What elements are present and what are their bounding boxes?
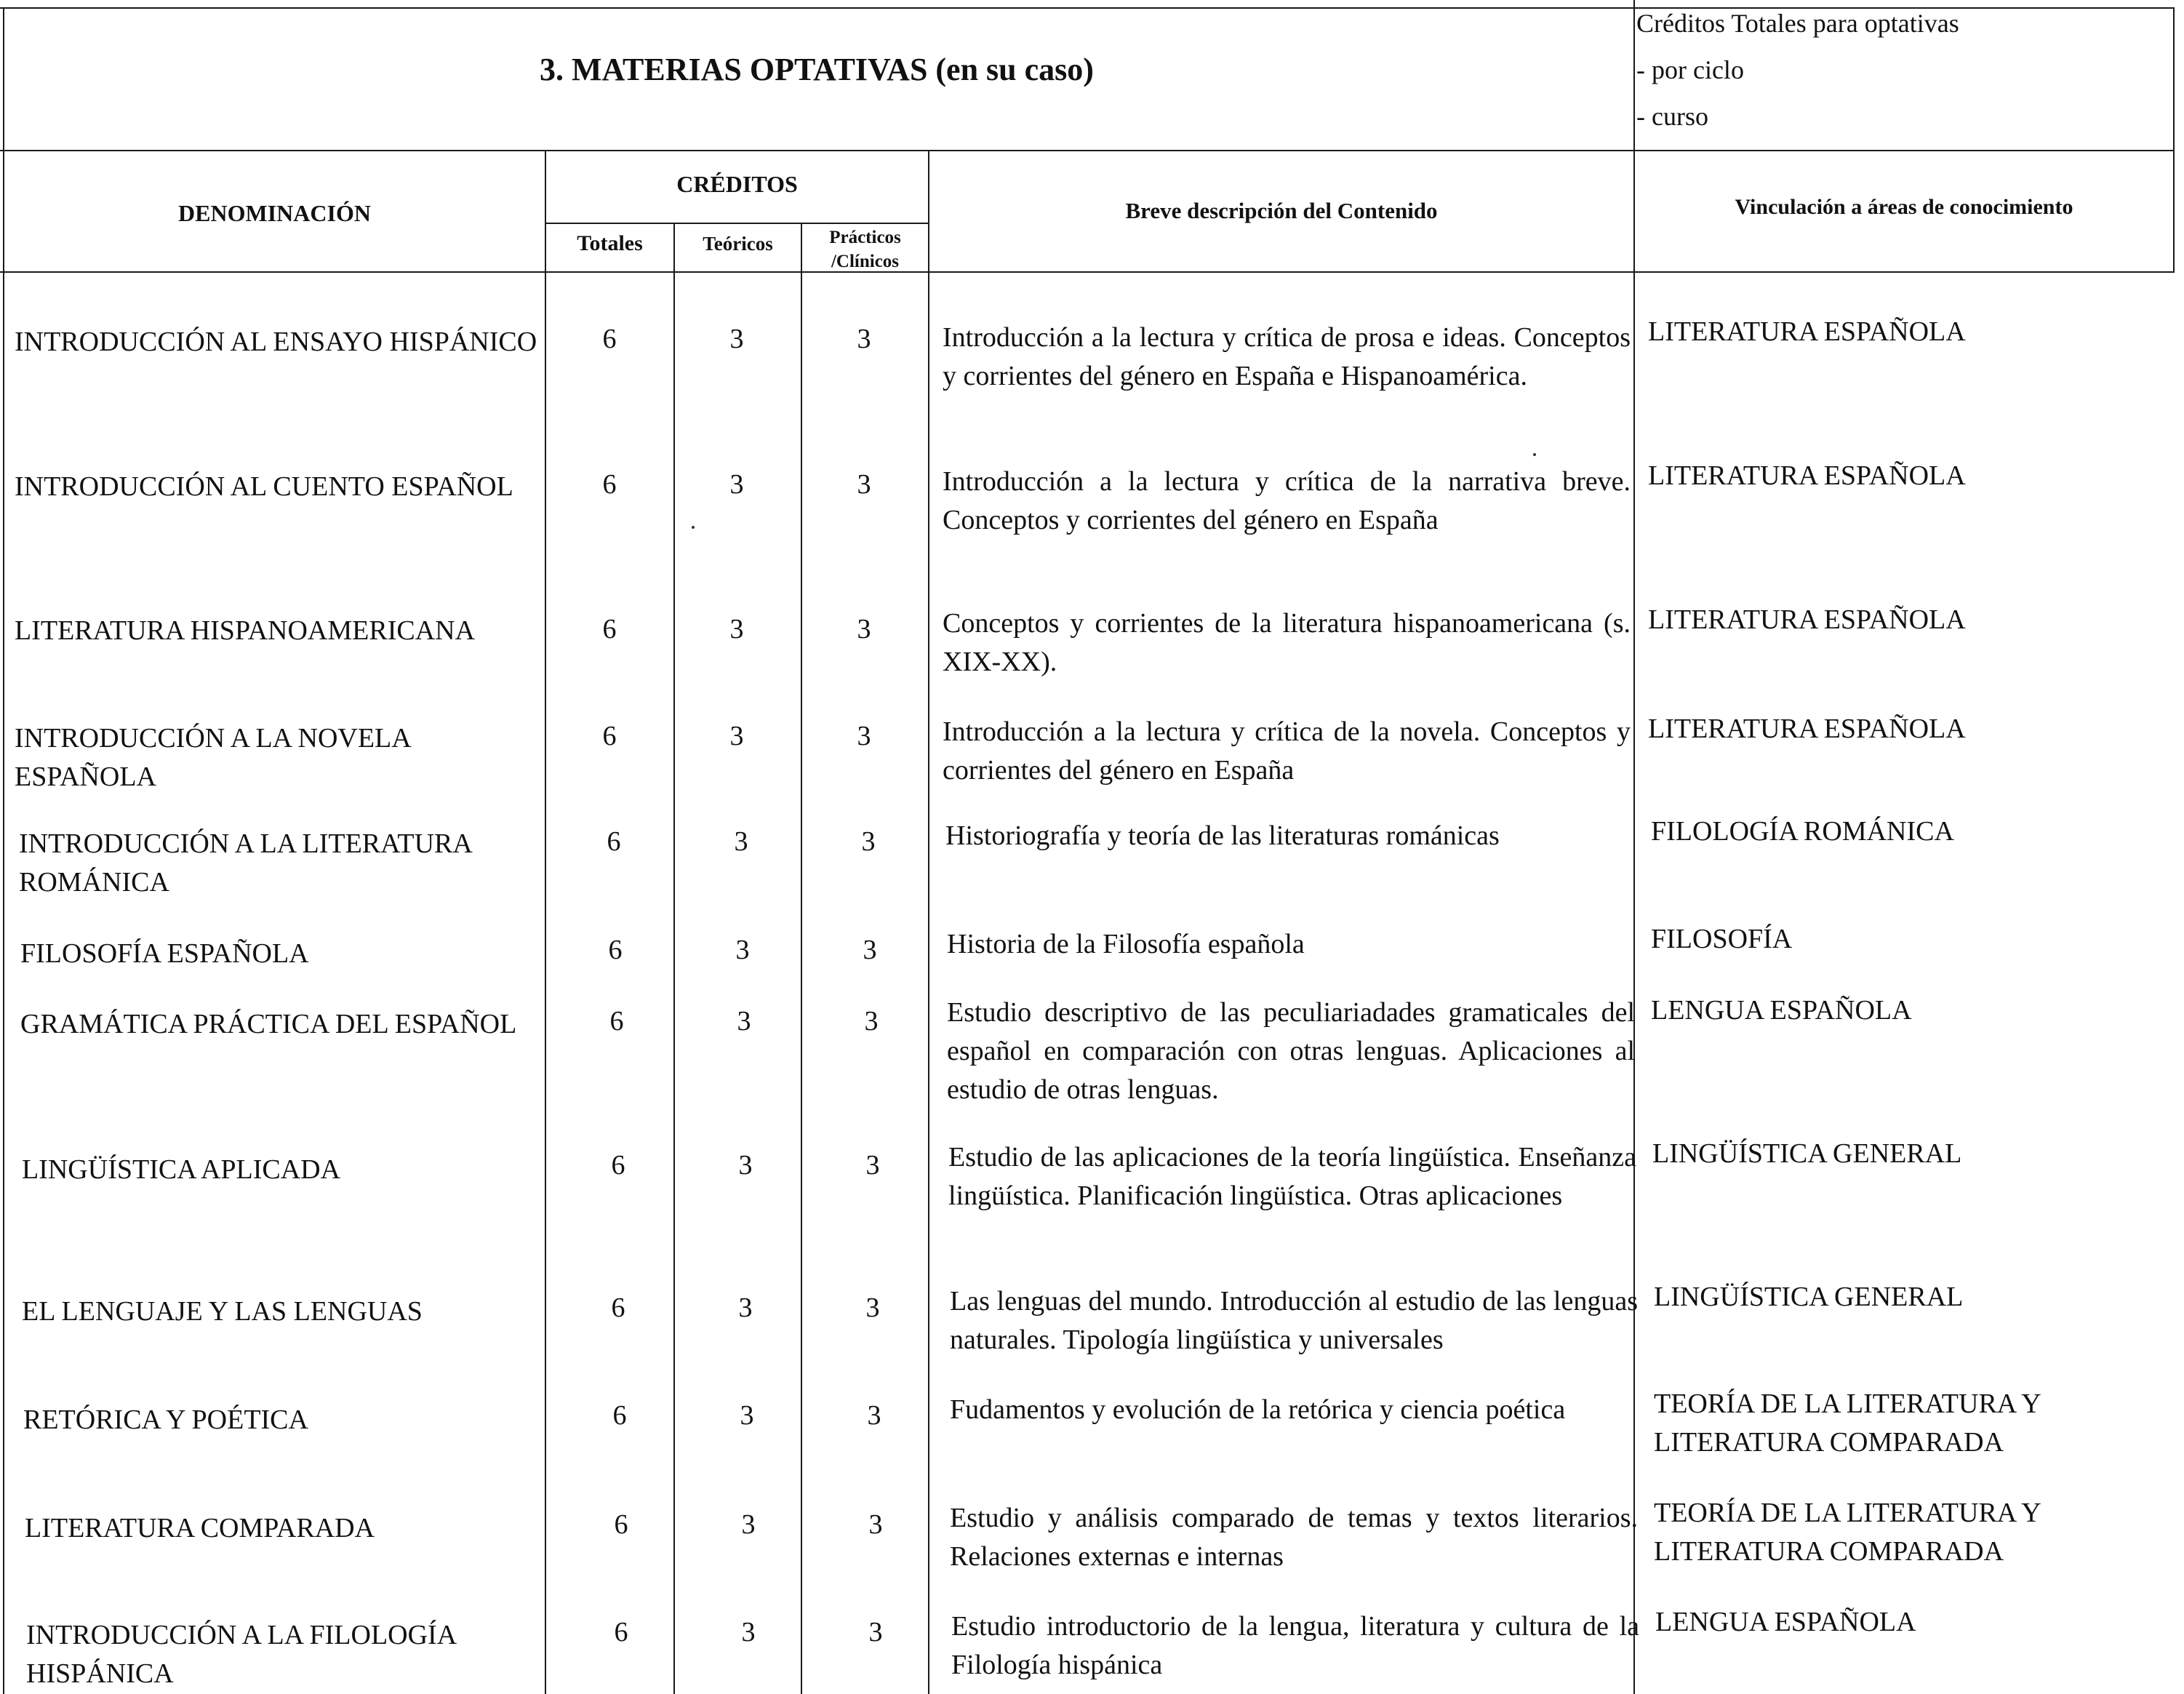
row-practicos: 3 <box>857 614 871 644</box>
row-descripcion: Introducción a la lectura y crítica de la narrativa breve. Conceptos y corrientes del género en España <box>943 466 1631 535</box>
row-totales: 6 <box>614 1617 628 1647</box>
row-denominacion: INTRODUCCIÓN AL ENSAYO HISPÁNICO <box>15 327 537 357</box>
row-denominacion: FILOSOFÍA ESPAÑOLA <box>20 938 309 969</box>
row-teoricos: 3 <box>735 935 750 965</box>
header-divider <box>0 150 2175 151</box>
header-denominacion: DENOMINACIÓN <box>178 200 371 226</box>
creditos-subheader-divider <box>545 223 929 224</box>
row-descripcion: Las lenguas del mundo. Introducción al estudio de las lenguas naturales. Tipología lingüística y universales <box>950 1286 1638 1355</box>
row-totales: 6 <box>607 826 621 857</box>
row-teoricos: 3 <box>741 1509 756 1540</box>
header-practicos-line: /Clínicos <box>831 252 900 271</box>
header-teoricos: Teóricos <box>703 233 773 255</box>
teoricos-column-divider <box>801 223 802 1694</box>
row-practicos: 3 <box>857 324 871 354</box>
row-area: LINGÜÍSTICA GENERAL <box>1654 1282 1964 1312</box>
row-area: LITERATURA ESPAÑOLA <box>1648 460 1966 491</box>
row-area: FILOSOFÍA <box>1651 924 1793 954</box>
row-totales: 6 <box>608 935 623 965</box>
area-column-divider <box>1633 0 1635 1694</box>
row-totales: 6 <box>602 721 617 751</box>
row-area: LITERATURA ESPAÑOLA <box>1648 604 1966 635</box>
row-practicos: 3 <box>864 1006 879 1036</box>
row-teoricos: 3 <box>740 1400 754 1431</box>
header-vinculacion: Vinculación a áreas de conocimiento <box>1735 195 2073 219</box>
row-descripcion: Fudamentos y evolución de la retórica y ciencia poética <box>950 1394 1566 1425</box>
row-totales: 6 <box>612 1400 627 1431</box>
row-practicos: 3 <box>868 1509 883 1540</box>
row-totales: 6 <box>611 1293 625 1323</box>
row-denominacion: LITERATURA HISPANOAMERICANA <box>15 615 476 646</box>
row-totales: 6 <box>609 1006 624 1036</box>
row-practicos: 3 <box>867 1400 881 1431</box>
row-practicos: 3 <box>863 935 877 965</box>
row-descripcion: Historia de la Filosofía española <box>947 929 1305 959</box>
row-descripcion: Estudio de las aplicaciones de la teoría lingüística. Enseñanza lingüística. Planificación lingüística. Otras aplicaciones <box>948 1142 1636 1211</box>
row-denominacion: RETÓRICA Y POÉTICA <box>23 1405 308 1435</box>
row-teoricos: 3 <box>741 1617 756 1647</box>
row-denominacion: EL LENGUAJE Y LAS LENGUAS <box>22 1296 423 1327</box>
row-teoricos: 3 <box>738 1150 753 1180</box>
row-totales: 6 <box>611 1150 625 1180</box>
totales-column-divider <box>673 223 675 1694</box>
row-totales: 6 <box>602 324 617 354</box>
row-denominacion: INTRODUCCIÓN A LA FILOLOGÍA HISPÁNICA <box>26 1620 456 1689</box>
row-totales: 6 <box>614 1509 628 1540</box>
header-descripcion: Breve descripción del Contenido <box>1125 198 1438 223</box>
row-area: TEORÍA DE LA LITERATURA Y LITERATURA COMPARADA <box>1654 1389 2041 1458</box>
row-teoricos: 3 <box>737 1006 751 1036</box>
table-left-border <box>3 7 4 1694</box>
header-creditos: CRÉDITOS <box>676 171 798 197</box>
name-column-divider <box>545 150 546 1694</box>
row-teoricos: 3 <box>729 324 744 354</box>
header-practicos <box>802 225 928 273</box>
row-practicos: 3 <box>861 826 876 857</box>
row-totales: 6 <box>602 614 617 644</box>
row-practicos: 3 <box>857 721 871 751</box>
row-denominacion: INTRODUCCIÓN A LA LITERATURA ROMÁNICA <box>19 828 471 898</box>
credits-box-line: - por ciclo <box>1636 55 1744 84</box>
row-teoricos: 3 <box>738 1293 753 1323</box>
row-descripcion: Conceptos y corrientes de la literatura hispanoamericana (s. XIX-XX). <box>943 608 1631 677</box>
credits-box-line: Créditos Totales para optativas <box>1636 9 1959 38</box>
header-totales: Totales <box>577 231 643 255</box>
header-bottom-border <box>0 271 2175 273</box>
row-denominacion: LITERATURA COMPARADA <box>25 1513 375 1543</box>
row-descripcion: Introducción a la lectura y crítica de prosa e ideas. Conceptos y corrientes del género en España e Hispanoamérica. <box>943 322 1631 391</box>
row-descripcion: Estudio y análisis comparado de temas y textos literarios. Relaciones externas e internas <box>950 1503 1638 1572</box>
row-descripcion: Historiografía y teoría de las literaturas románicas <box>945 820 1500 851</box>
row-teoricos: 3 <box>729 721 744 751</box>
row-practicos: 3 <box>857 469 871 500</box>
row-denominacion: GRAMÁTICA PRÁCTICA DEL ESPAÑOL <box>20 1009 517 1039</box>
row-area: LITERATURA ESPAÑOLA <box>1648 316 1966 347</box>
row-practicos: 3 <box>868 1617 883 1647</box>
row-area: LITERATURA ESPAÑOLA <box>1648 714 1966 744</box>
row-area: TEORÍA DE LA LITERATURA Y LITERATURA COMPARADA <box>1654 1498 2041 1567</box>
description-column-divider <box>928 150 929 1694</box>
row-teoricos: 3 <box>729 614 744 644</box>
row-descripcion: Estudio introductorio de la lengua, literatura y cultura de la Filología hispánica <box>951 1611 1639 1680</box>
row-denominacion: INTRODUCCIÓN AL CUENTO ESPAÑOL <box>15 471 513 502</box>
page-title: 3. MATERIAS OPTATIVAS (en su caso) <box>540 52 1094 87</box>
scan-speck <box>692 526 695 529</box>
row-practicos: 3 <box>865 1293 880 1323</box>
row-area: LENGUA ESPAÑOLA <box>1651 995 1912 1026</box>
row-totales: 6 <box>602 469 617 500</box>
row-descripcion: Estudio descriptivo de las peculiariadades gramaticales del español en comparación con otras lenguas. Aplicaciones al estudio de otras lenguas. <box>947 997 1635 1105</box>
credits-box-line: - curso <box>1636 102 1708 131</box>
row-teoricos: 3 <box>729 469 744 500</box>
header-practicos-line: Prácticos <box>829 228 901 247</box>
row-area: FILOLOGÍA ROMÁNICA <box>1651 816 1954 847</box>
row-area: LENGUA ESPAÑOLA <box>1655 1607 1916 1637</box>
row-descripcion: Introducción a la lectura y crítica de la novela. Conceptos y corrientes del género en España <box>943 716 1631 786</box>
row-area: LINGÜÍSTICA GENERAL <box>1652 1138 1962 1169</box>
row-denominacion: INTRODUCCIÓN A LA NOVELA ESPAÑOLA <box>15 723 410 792</box>
scan-speck <box>1533 453 1536 456</box>
row-teoricos: 3 <box>734 826 748 857</box>
credits-box <box>1636 0 2175 140</box>
row-denominacion: LINGÜÍSTICA APLICADA <box>22 1154 341 1185</box>
row-practicos: 3 <box>865 1150 880 1180</box>
